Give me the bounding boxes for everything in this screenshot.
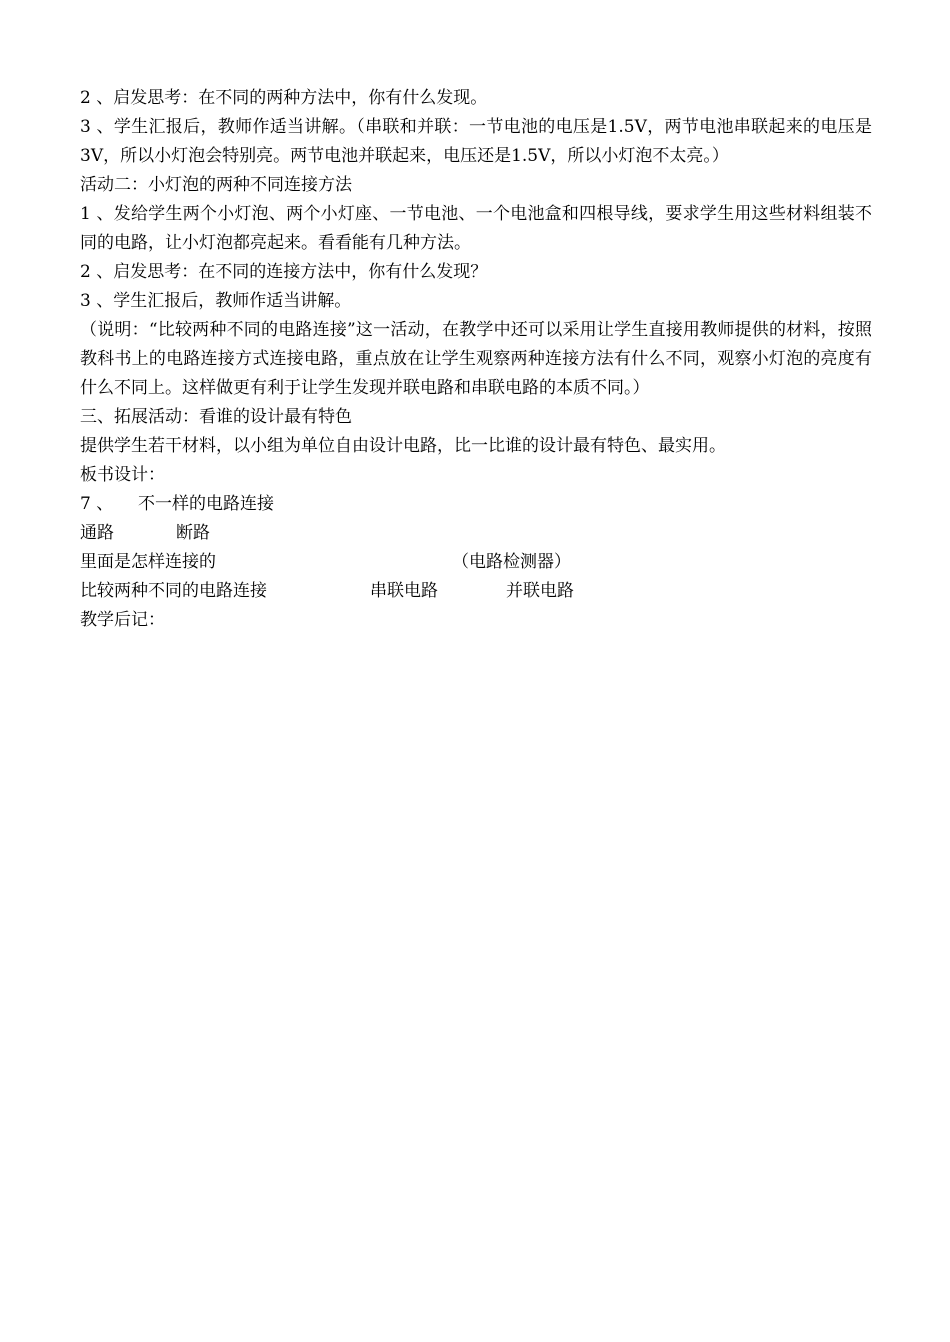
teaching-notes-label: 教学后记： — [80, 610, 165, 630]
section-heading: 活动二：小灯泡的两种不同连接方法 — [80, 175, 352, 195]
board-cell: 里面是怎样连接的 — [80, 552, 216, 572]
board-row — [80, 577, 872, 606]
text-paragraph: 3 、学生汇报后，教师作适当讲解。（串联和并联：一节电池的电压是1.5V，两节电池串联起来的电压是3V，所以小灯泡会特别亮。两节电池并联起来，电压还是1.5V，所以小灯泡不太亮。） — [80, 117, 872, 166]
board-cell: 比较两种不同的电路连接 — [80, 581, 267, 601]
document-body — [80, 84, 872, 635]
board-title-row — [80, 490, 872, 519]
board-cell: 并联电路 — [506, 581, 574, 601]
text-line: 3 、学生汇报后，教师作适当讲解。 — [80, 291, 352, 311]
board-row — [80, 519, 872, 548]
text-paragraph: 1 、发给学生两个小灯泡、两个小灯座、一节电池、一个电池盒和四根导线，要求学生用这些材料组装不同的电路，让小灯泡都亮起来。看看能有几种方法。 — [80, 204, 872, 253]
board-cell: 断路 — [176, 523, 210, 543]
board-title-number: 7 、 — [80, 494, 114, 514]
note-paragraph: （说明：“比较两种不同的电路连接”这一活动，在教学中还可以采用让学生直接用教师提供的材料，按照教科书上的电路连接方式连接电路，重点放在让学生观察两种连接方法有什么不同，观察小灯泡的亮度有什么不同上。这样做更有利于让学生发现并联电路和串联电路的本质不同。） — [80, 320, 872, 398]
section-heading: 三、拓展活动：看谁的设计最有特色 — [80, 407, 352, 427]
board-title-text: 不一样的电路连接 — [138, 494, 274, 514]
board-cell: 通路 — [80, 523, 114, 543]
text-line: 2 、启发思考：在不同的两种方法中，你有什么发现。 — [80, 88, 488, 108]
board-cell: 串联电路 — [370, 581, 438, 601]
board-cell: （电路检测器） — [452, 552, 571, 572]
board-design-label: 板书设计： — [80, 465, 165, 485]
text-line: 提供学生若干材料，以小组为单位自由设计电路，比一比谁的设计最有特色、最实用。 — [80, 436, 726, 456]
text-line: 2 、启发思考：在不同的连接方法中，你有什么发现？ — [80, 262, 488, 282]
board-row — [80, 548, 872, 577]
